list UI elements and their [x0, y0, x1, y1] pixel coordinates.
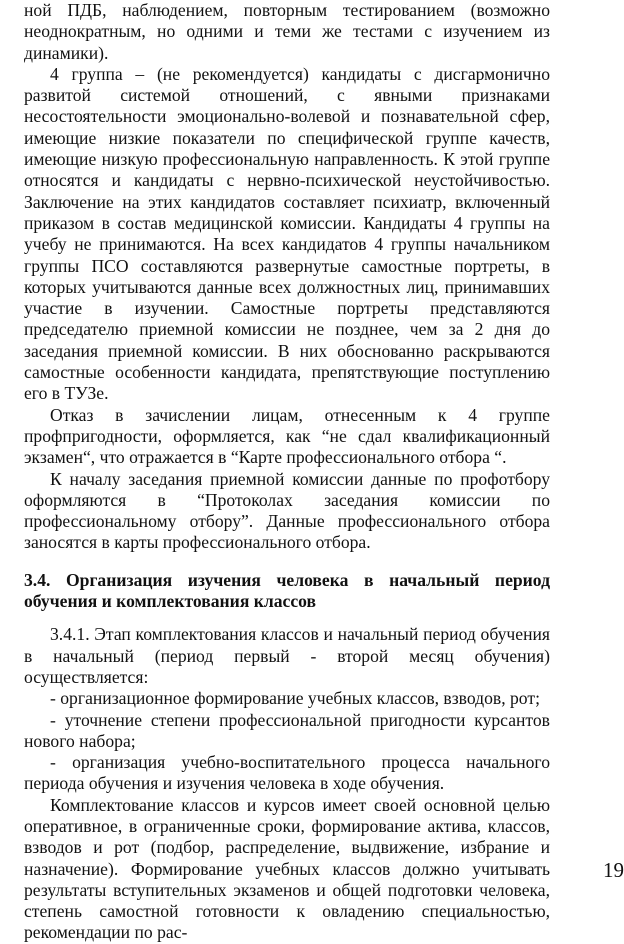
list-item: - организационное формирование учебных классов, взводов, рот; [50, 688, 540, 709]
page-number: 19 [603, 858, 624, 882]
list-item: - организация учебно-воспитательного процесса начального периода обучения и изучения человека в ходе обучения. [24, 752, 550, 794]
section-heading: 3.4. Организация изучения человека в начальный период обучения и комплектования классов [24, 569, 550, 612]
paragraph-continued: ной ПДБ, наблюдением, повторным тестированием (возможно неоднократным, но одними и теми же тестами с изучением из динамики). [24, 0, 550, 63]
list-item: - уточнение степени профессиональной пригодности курсантов нового набора; [24, 709, 550, 751]
paragraph-refusal: Отказ в зачислении лицам, отнесенным к 4 группе профпригодности, оформляется, как “не сдал квалификационный экзамен“, что отражается в “Карте профессионального отбора “. [24, 404, 550, 468]
paragraph-staffing: Комплектование классов и курсов имеет своей основной целью оперативное, в ограниченные сроки, формирование актива, классов, взводов и рот (подбор, распределение, выдвижение, избрание и назначение). Формирование учебных классов должно учитывать результаты вступительных экзаменов и общей подготовки человека, степень самостной готовности к овладению специальностью, рекомендации по рас- [24, 794, 550, 943]
paragraph-protocols: К началу заседания приемной комиссии данные по профотбору оформляются в “Протоколах заседания комиссии по профессиональному отбору”. Данные профессионального отбора заносятся в карты профессионального отбора. [24, 468, 550, 553]
paragraph-group-4: 4 группа – (не рекомендуется) кандидаты с дисгармонично развитой системой отношений, с явными признаками несостоятельности эмоционально-волевой и познавательной сфер, имеющие низкие показатели по специфической группе качеств, имеющие низкую профессиональную направленность. К этой группе относятся и кандидаты с нервно-психической неустойчивостью. Заключение на этих кандидатов составляет психиатр, включенный приказом в состав медицинской комиссии. Кандидаты 4 группы на учебу не принимаются. На всех кандидатов 4 группы начальником группы ПСО составляются развернутые самостные портреты, в которых учитываются данные всех должностных лиц, принимавших участие в изучении. Самостные портреты представляются председателю приемной комиссии не позднее, чем за 2 дня до заседания приемной комиссии. В них обоснованно раскрываются самостные особенности кандидата, препятствующие поступлению его в ТУЗе. [24, 63, 550, 404]
body-text [24, 0, 550, 944]
paragraph-3-4-1: 3.4.1. Этап комплектования классов и начальный период обучения в начальный (период первый - второй месяц обучения) осуществляется: [24, 624, 550, 687]
